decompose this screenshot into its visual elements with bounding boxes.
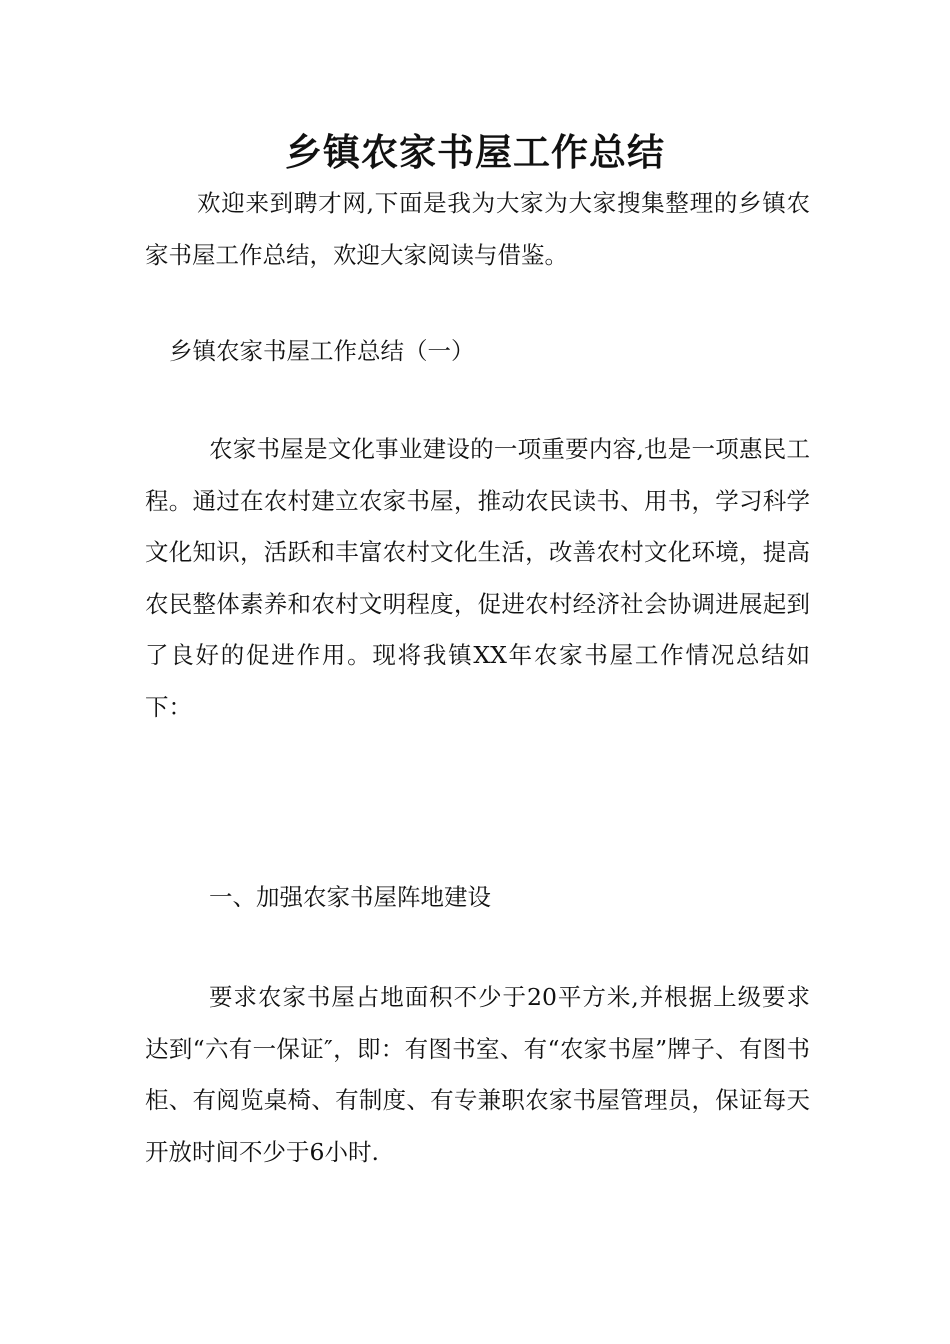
body-paragraph-2: 要求农家书屋占地面积不少于20平方米,并根据上级要求达到“六有一保证″，即：有图书室、有“农家书屋”牌子、有图书柜、有阅览桌椅、有制度、有专兼职农家书屋管理员，保证每天开放时间不少于6小时. — [145, 983, 810, 1166]
section-heading: 乡镇农家书屋工作总结（一） — [169, 337, 475, 365]
subheading-1: 一、加强农家书屋阵地建设 — [209, 883, 491, 911]
document-title: 乡镇农家书屋工作总结 — [285, 130, 665, 174]
intro-paragraph: 欢迎来到聘才网,下面是我为大家为大家搜集整理的乡镇农家书屋工作总结，欢迎大家阅读与借鉴。 — [145, 189, 810, 269]
body-paragraph-1: 农家书屋是文化事业建设的一项重要内容,也是一项惠民工程。通过在农村建立农家书屋，推动农民读书、用书，学习科学文化知识，活跃和丰富农村文化生活，改善农村文化环境，提高农民整体素养和农村文明程度，促进农村经济社会协调进展起到了良好的促进作用。现将我镇XX年农家书屋工作情况总结如下： — [145, 435, 810, 721]
